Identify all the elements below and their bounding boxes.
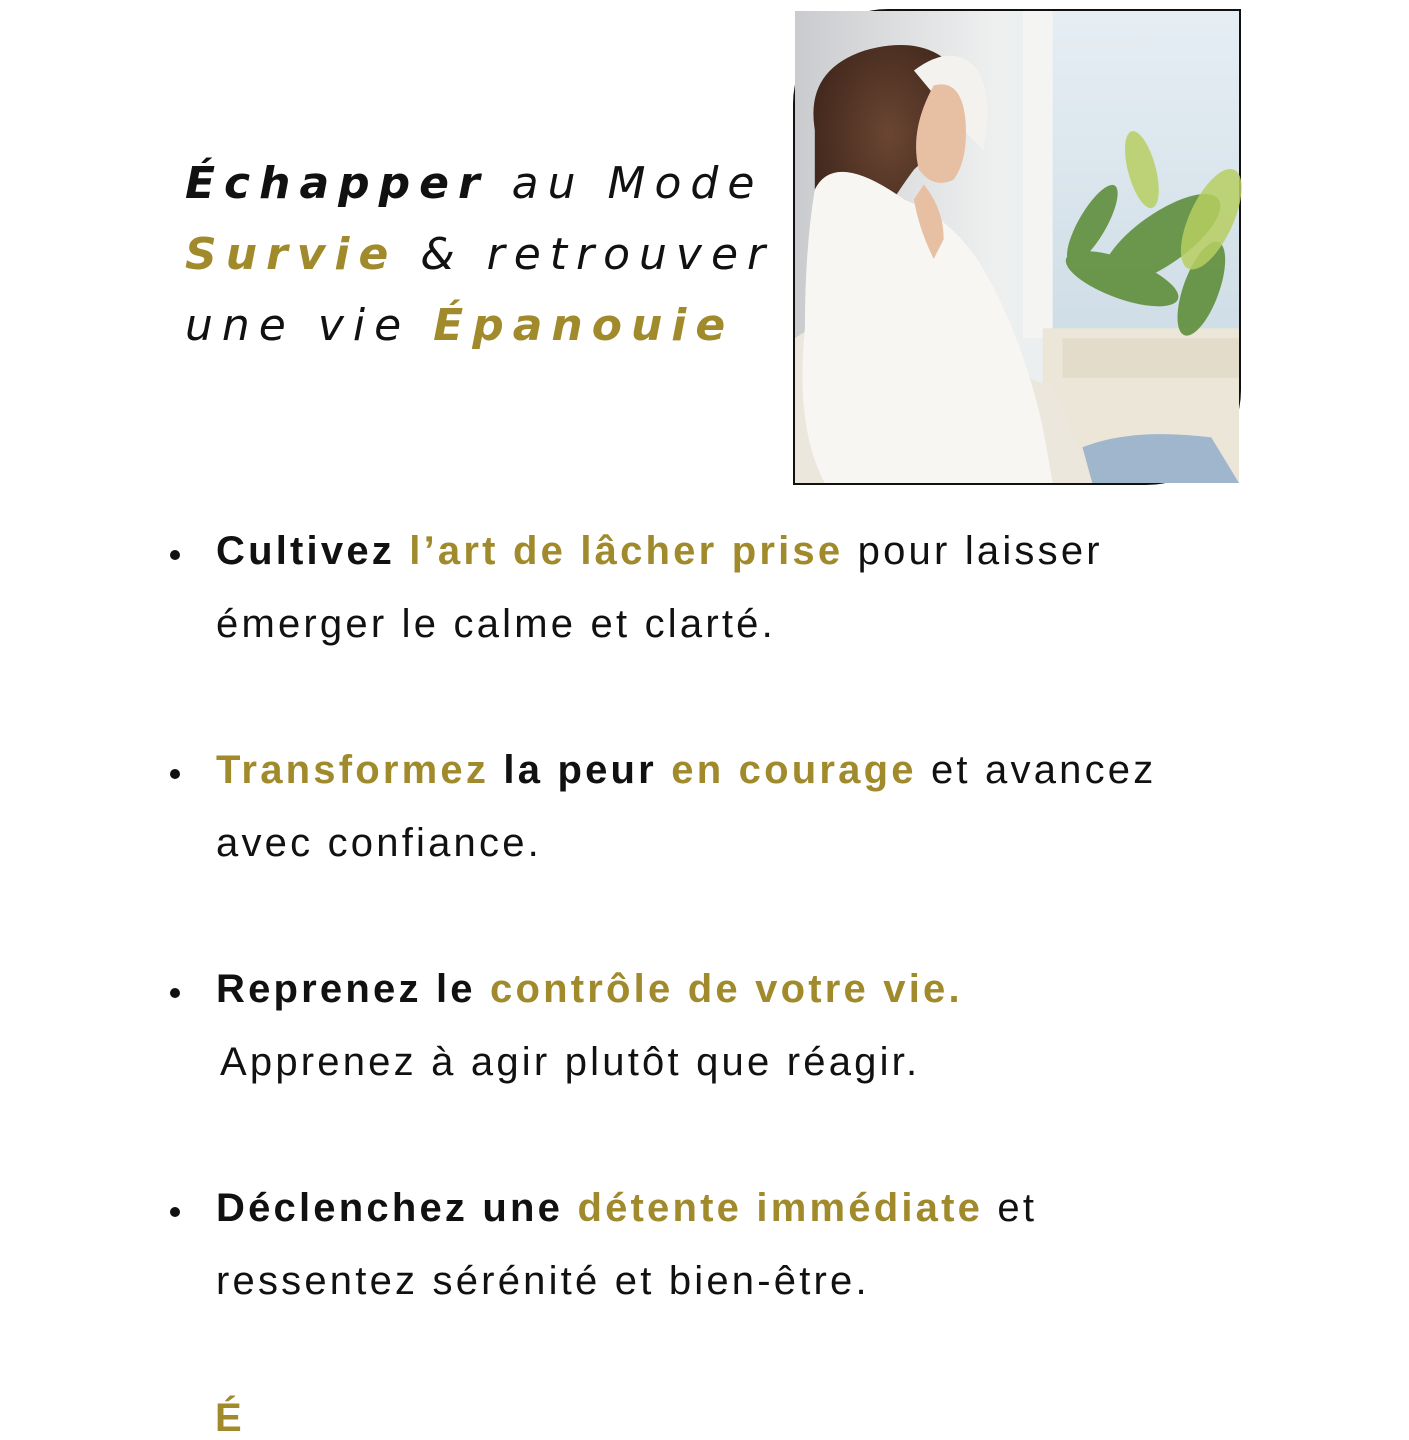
bullet-1-part-3: pour laisser [843, 529, 1103, 573]
headline-line-1 [185, 148, 785, 219]
benefit-list [170, 515, 1320, 1391]
headline [185, 148, 785, 361]
bullet-2-part-4: et avancez [916, 748, 1157, 792]
bullet-dot [170, 1207, 180, 1217]
bullet-1-part-2: l’art de lâcher prise [409, 529, 844, 573]
list-item [170, 734, 1320, 880]
photo-illustration [795, 11, 1239, 483]
bullet-2-part-2: la peur [489, 748, 672, 792]
headline-line-2 [185, 219, 785, 290]
bullet-dot [170, 988, 180, 998]
headline-line-1-rest: au Mode [488, 158, 764, 209]
bullet-4-part-2: détente immédiate [577, 1186, 984, 1230]
bullet-1-line-2: émerger le calme et clarté. [216, 602, 776, 646]
bullet-2-line-2: avec confiance. [216, 821, 542, 865]
headline-line-3-rest: une vie [185, 300, 434, 351]
headline-word-survie: Survie [185, 229, 398, 280]
list-item [170, 953, 1320, 1099]
bullet-4-part-1: Déclenchez une [216, 1186, 578, 1230]
cut-off-heading: É [215, 1396, 242, 1440]
headline-word-epanouie: Épanouie [433, 300, 735, 351]
bullet-3-part-1: Reprenez le [216, 967, 491, 1011]
list-item [170, 515, 1320, 661]
bullet-dot [170, 769, 180, 779]
headline-line-2-rest: & retrouver [397, 229, 775, 280]
headline-line-3 [185, 290, 785, 361]
bullet-3-line-2: Apprenez à agir plutôt que réagir. [220, 1040, 921, 1084]
bullet-2-part-1: Transformez [216, 748, 490, 792]
bullet-2-part-3: en courage [671, 748, 917, 792]
bullet-3-part-2: contrôle de votre vie. [490, 967, 963, 1011]
bullet-4-part-3: et [983, 1186, 1038, 1230]
woman-relaxing-photo [793, 9, 1241, 485]
list-item [170, 1172, 1320, 1318]
headline-word-echapper: Échapper [185, 158, 489, 209]
bullet-4-line-2: ressentez sérénité et bien-être. [216, 1259, 870, 1303]
bullet-dot [170, 550, 180, 560]
bullet-1-part-1: Cultivez [216, 529, 410, 573]
